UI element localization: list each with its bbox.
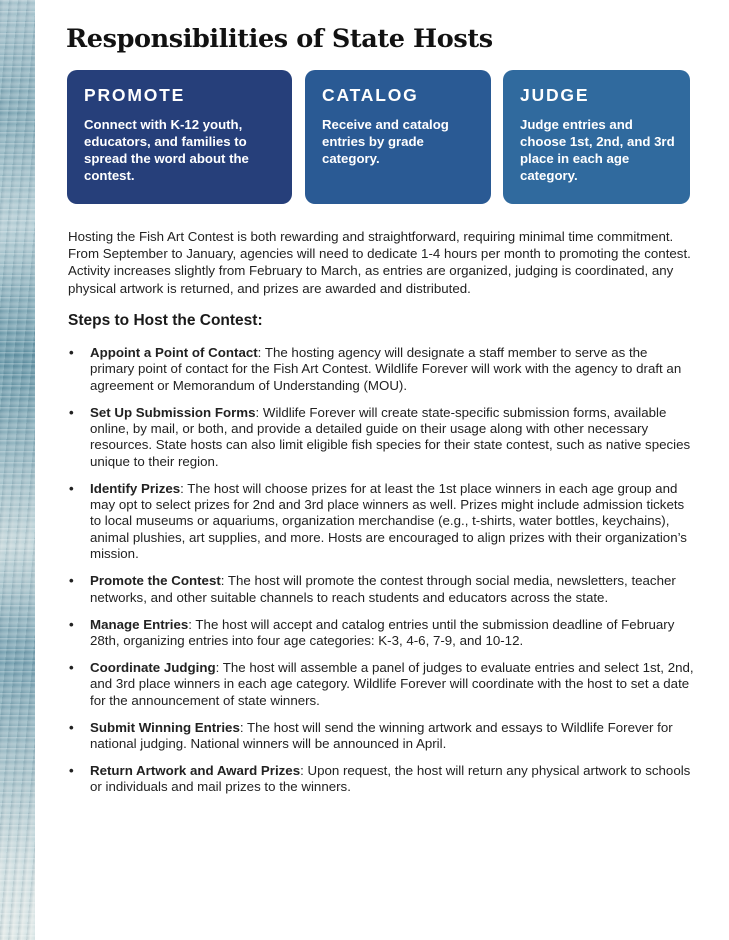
list-item (66, 345, 694, 394)
steps-list (66, 345, 694, 796)
step-name: Set Up Submission Forms (90, 404, 256, 420)
step-name: Promote the Contest (90, 573, 221, 589)
card-text: Connect with K-12 youth, educators, and families to spread the word about the contest. (84, 117, 249, 183)
page-title: Responsibilities of State Hosts (66, 24, 493, 54)
list-item (66, 763, 694, 796)
responsibility-cards (66, 70, 694, 204)
step-text: : The host will assemble a panel of judges to evaluate entries and select 1st, 2nd, and 3rd place winners in each age category. Wildlife Forever will coordinate with the host to set a date for the announcement of state winners. (90, 659, 694, 708)
list-item (66, 573, 694, 606)
card-title: PROMOTE (84, 85, 186, 105)
step-name: Identify Prizes (90, 480, 181, 496)
step-text: : The host will choose prizes for at least the 1st place winners in each age group and may opt to select prizes for 2nd and 3rd place winners as well. Prizes might include admission tickets to local museums or aquariums, organization merchandise (e.g., t-shirts, water bottles, keychains), animal plushies, art supplies, and more. Hosts are encouraged to align prizes with their organization’s mission. (90, 480, 687, 562)
step-text: : The hosting agency will designate a staff member to serve as the primary point of contact for the Fish Art Contest. Wildlife Forever will work with the agency to draft an agreement or Memorandum of Understanding (MOU). (90, 344, 682, 393)
card-title: JUDGE (520, 85, 590, 105)
page-content (66, 18, 694, 806)
list-item (66, 481, 694, 563)
side-decorative-art (0, 0, 35, 940)
intro-paragraph: Hosting the Fish Art Contest is both rewarding and straightforward, requiring minimal time commitment. From September to January, agencies will need to dedicate 1-4 hours per month to promoting the contest. Activity increases slightly from February to March, as entries are organized, judging is coordinated, any physical artwork is returned, and prizes are awarded and distributed. (68, 229, 691, 296)
step-name: Submit Winning Entries (90, 719, 240, 735)
bullet: • (69, 659, 74, 675)
bullet: • (69, 616, 74, 632)
list-item (66, 720, 694, 753)
step-text: : The host will send the winning artwork and essays to Wildlife Forever for national judging. National winners will be announced in April. (90, 719, 673, 751)
card-text: Judge entries and choose 1st, 2nd, and 3rd place in each age category. (520, 117, 675, 183)
step-text: : Wildlife Forever will create state-specific submission forms, available online, by mail, or both, and provide a detailed guide on their usage along with other necessary resources. State hosts can also limit eligible fish species for their state contest, such as native species unique to their region. (90, 404, 691, 469)
list-item (66, 617, 694, 650)
bullet: • (69, 719, 74, 735)
card-text: Receive and catalog entries by grade category. (322, 117, 449, 166)
card-judge (503, 70, 690, 204)
step-text: : The host will promote the contest through social media, newsletters, teacher networks, and other suitable channels to reach students and educators across the state. (90, 573, 676, 605)
step-name: Appoint a Point of Contact (90, 344, 258, 360)
step-name: Return Artwork and Award Prizes (90, 762, 301, 778)
list-item (66, 405, 694, 471)
step-name: Manage Entries (90, 616, 189, 632)
steps-heading: Steps to Host the Contest: (68, 311, 263, 329)
step-text: : Upon request, the host will return any physical artwork to schools or individuals and mail prizes to the winners. (90, 762, 691, 795)
list-item (66, 660, 694, 709)
card-catalog (305, 70, 491, 204)
card-promote (67, 70, 292, 204)
bullet: • (69, 344, 74, 360)
bullet: • (69, 573, 74, 589)
card-title: CATALOG (322, 85, 419, 105)
step-text: : The host will accept and catalog entries until the submission deadline of February 28th, organizing entries into four age categories: K-3, 4-6, 7-9, and 10-12. (90, 616, 675, 648)
bullet: • (69, 762, 74, 778)
step-name: Coordinate Judging (90, 659, 216, 675)
bullet: • (69, 404, 74, 420)
bullet: • (69, 480, 74, 496)
